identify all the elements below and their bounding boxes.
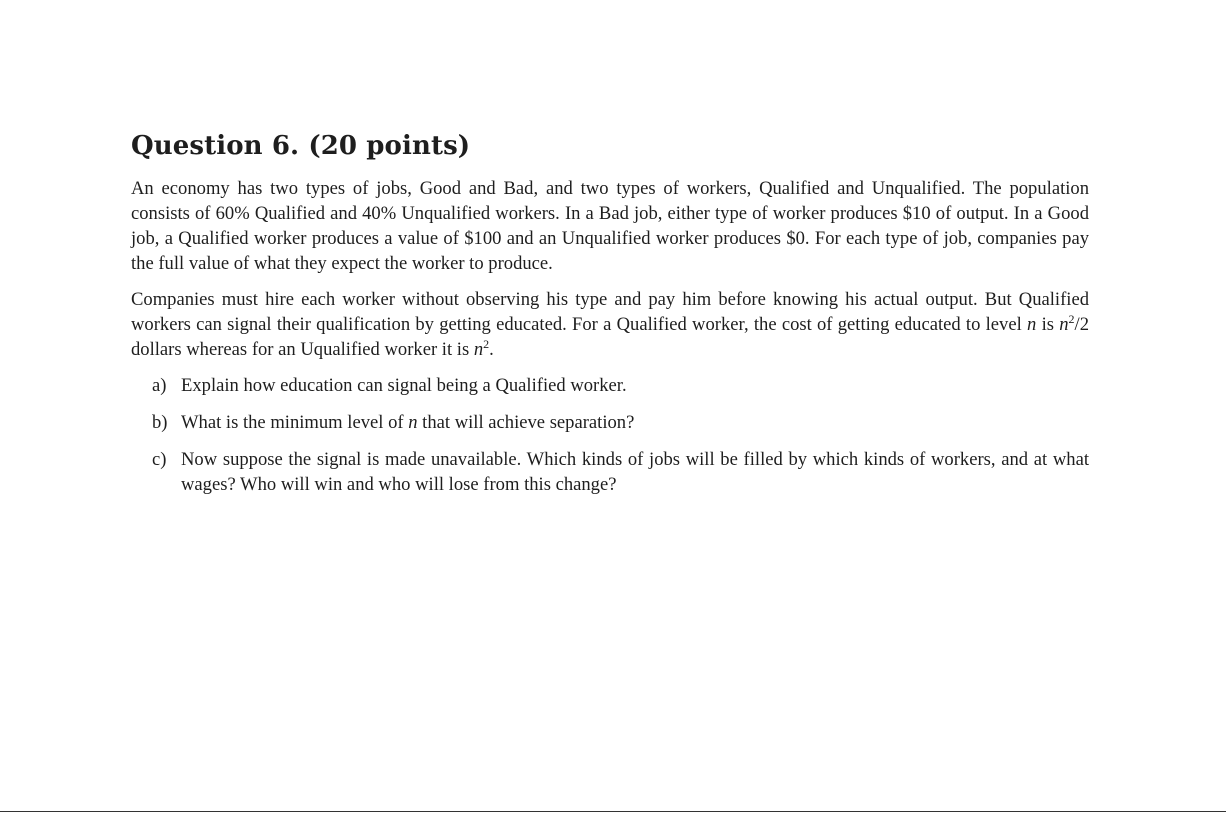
math-divisor: /2	[1074, 314, 1089, 335]
question-document	[131, 126, 1089, 509]
math-var-n-qualified: n	[1059, 314, 1069, 335]
sub-question-a	[131, 373, 1089, 398]
sub-question-marker: a)	[152, 375, 167, 396]
signaling-text: Companies must hire each worker without observing his type and pay him before knowing his actual output. But Qualified workers can signal their qualification by getting educated. For a Qualified worker, the cost of getting educated to level	[131, 289, 1089, 335]
paragraph-signaling	[131, 287, 1089, 362]
math-var-n: n	[1027, 314, 1037, 335]
sub-question-text: Now suppose the signal is made unavailable. Which kinds of jobs will be filled by which kinds of workers, and at what wages? Who will win and who will lose from this change?	[181, 449, 1089, 495]
sub-question-b	[131, 410, 1089, 435]
paragraph-setup: An economy has two types of jobs, Good and Bad, and two types of workers, Qualified and Unqualified. The population consists of 60% Qualified and 40% Unqualified workers. In a Bad job, either type of worker produces $10 of output. In a Good job, a Qualified worker produces a value of $100 and an Unqualified worker produces $0. For each type of job, companies pay the full value of what they expect the worker to produce.	[131, 178, 1089, 274]
signaling-period: .	[489, 339, 494, 360]
signaling-text-middle: dollars whereas for an Uqualified worker it is	[131, 339, 470, 360]
math-var-n-unqualified: n	[473, 339, 484, 360]
word-is: is	[1041, 314, 1054, 335]
sub-question-text	[181, 410, 1089, 435]
sub-question-b-text-before: What is the minimum level of	[181, 412, 404, 433]
sub-question-marker: b)	[152, 412, 168, 433]
sub-question-c	[131, 447, 1089, 497]
question-title: Question 6.	[131, 131, 300, 161]
math-exponent-qualified: 2	[1068, 312, 1075, 326]
page-bottom-border	[0, 811, 1226, 812]
math-exponent-unqualified: 2	[483, 337, 490, 351]
sub-question-b-text-after: that will achieve separation?	[422, 412, 635, 433]
question-points: (20 points)	[308, 131, 471, 161]
question-heading	[131, 126, 1089, 166]
math-var-n-b: n	[408, 412, 418, 433]
sub-question-text: Explain how education can signal being a Qualified worker.	[181, 375, 627, 396]
sub-question-list	[131, 373, 1089, 497]
sub-question-marker: c)	[152, 449, 167, 470]
